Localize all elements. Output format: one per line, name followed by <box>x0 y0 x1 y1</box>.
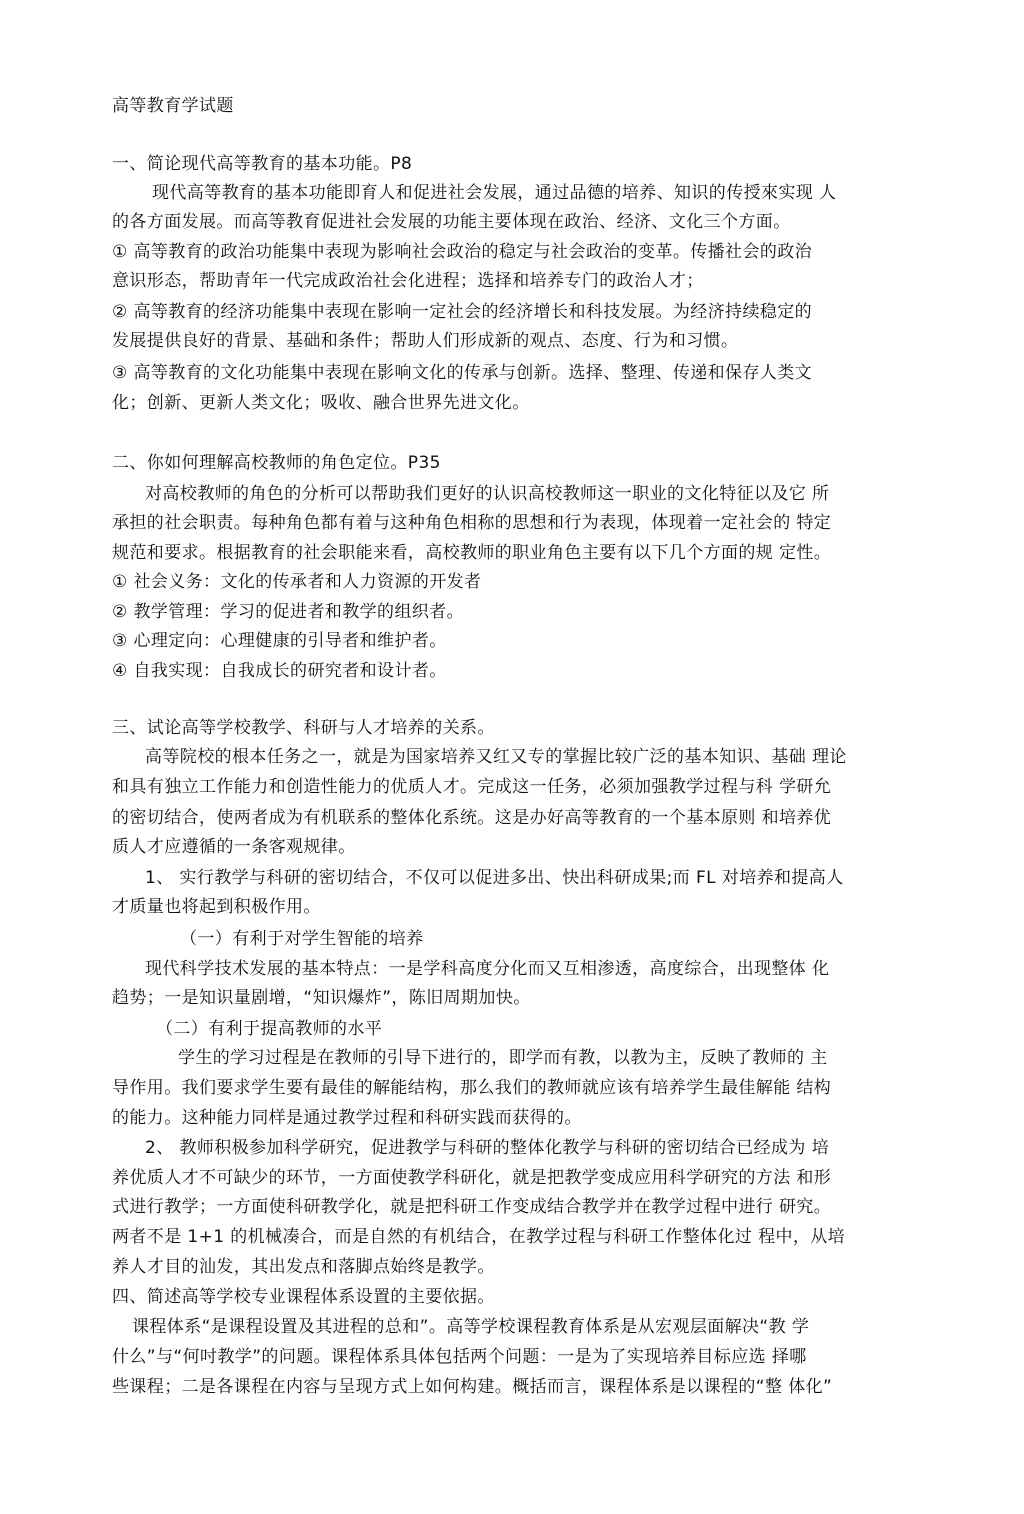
paragraph-line: 和具有独立工作能力和创造性能力的优质人才。完成这一任务，必须加强教学过程与科 学研允 <box>112 777 832 797</box>
section-3-heading: 三、试论高等学校教学、科研与人才培养的关系。 <box>112 718 495 738</box>
paragraph-line: 对高校教师的角色的分析可以帮助我们更好的认识高校教师这一职业的文化特征以及它 所 <box>145 484 830 504</box>
paragraph-line: 学生的学习过程是在教师的引导下进行的，即学而有教，以教为主，反映了教师的 主 <box>178 1048 828 1068</box>
paragraph-line: 两者不是 1+1 的机械凑合，而是自然的有机结合，在教学过程与科研工作整体化过 程中，从培 <box>112 1227 846 1247</box>
paragraph-line: 质人才应遵循的一条客观规律。 <box>112 837 356 857</box>
paragraph-line: 化；创新、更新人类文化；吸收、融合世界先进文化。 <box>112 393 530 413</box>
paragraph-line: 式进行教学；一方面使科研教学化，就是把科研工作变成结合教学并在教学过程中进行 研究。 <box>112 1197 832 1217</box>
subheading: （二）有利于提高教师的水平 <box>156 1019 383 1039</box>
list-item: ② 教学管理：学习的促进者和教学的组织者。 <box>112 602 465 622</box>
paragraph-line: 意识形态，帮助青年一代完成政治社会化进程；选择和培养专门的政治人才； <box>112 271 704 291</box>
paragraph-line: 课程体系“是课程设置及其进程的总和”。高等学校课程教育体系是从宏观层面解决“教 学 <box>132 1317 810 1337</box>
numbered-point: 1、 实行教学与科研的密切结合，不仅可以促进多出、快出科研成果;而 FL 对培养和提高人 <box>145 868 844 888</box>
paragraph-line: 的能力。这种能力同样是通过教学过程和科研实践而获得的。 <box>112 1108 582 1128</box>
paragraph-line: 高等院校的根本任务之一，就是为国家培养又红又专的掌握比较广泛的基本知识、基础 理论 <box>145 747 847 767</box>
list-item: ④ 自我实现：自我成长的研究者和设计者。 <box>112 661 447 681</box>
list-item: ③ 心理定向：心理健康的引导者和维护者。 <box>112 631 447 651</box>
paragraph-line: 的各方面发展。而高等教育促进社会发展的功能主要体现在政治、经济、文化三个方面。 <box>112 212 791 232</box>
section-2-heading: 二、你如何理解高校教师的角色定位。P35 <box>112 453 441 473</box>
paragraph-line: 现代高等教育的基本功能即育人和促进社会发展，通过品德的培养、知识的传授來实现 人 <box>152 183 837 203</box>
paragraph-line: 些课程；二是各课程在内容与呈现方式上如何构建。概括而言，课程体系是以课程的“整 体化” <box>112 1377 833 1397</box>
document-title: 高等教育学试题 <box>112 96 234 116</box>
paragraph-line: 才质量也将起到积极作用。 <box>112 897 321 917</box>
section-4-heading: 四、简述高等学校专业课程体系设置的主要依据。 <box>112 1287 495 1307</box>
section-1-heading: 一、简论现代高等教育的基本功能。P8 <box>112 154 413 174</box>
paragraph-line: 什么”与“何吋教学”的问题。课程体系具体包括两个问题：一是为了实现培养目标应选 择哪 <box>112 1347 807 1367</box>
paragraph-line: 规范和要求。根据教育的社会职能来看，高校教师的职业角色主要有以下几个方面的规 定性。 <box>112 543 832 563</box>
list-item: ① 社会义务：文化的传承者和人力资源的开发者 <box>112 572 482 592</box>
paragraph-line: 养人才目的汕发，其出发点和落脚点始终是教学。 <box>112 1257 495 1277</box>
paragraph-line: 的密切结合，使两者成为有机联系的整体化系统。这是办好高等教育的一个基本原则 和培养优 <box>112 808 832 828</box>
paragraph-line: 承担的社会职责。每种角色都有着与这种角色相称的思想和行为表现，体现着一定社会的 特定 <box>112 513 832 533</box>
subheading: （一）有利于对学生智能的培养 <box>180 929 424 949</box>
list-item: ② 高等教育的经济功能集中表现在影响一定社会的经济增长和科技发展。为经济持续稳定的 <box>112 302 813 322</box>
paragraph-line: 现代科学技术发展的基本特点：一是学科高度分化而又互相渗透，高度综合，出现整体 化 <box>145 959 830 979</box>
paragraph-line: 趋势；一是知识量剧增，“知识爆炸”，陈旧周期加快。 <box>112 988 531 1008</box>
paragraph-line: 发展提供良好的背景、基础和条件；帮助人们形成新的观点、态度、行为和习惯。 <box>112 331 739 351</box>
list-item: ① 高等教育的政治功能集中表现为影响社会政治的稳定与社会政治的变革。传播社会的政治 <box>112 242 813 262</box>
paragraph-line: 导作用。我们要求学生要有最佳的解能结构，那么我们的教师就应该有培养学生最佳解能 结构 <box>112 1078 832 1098</box>
paragraph-line: 养优质人才不可缺少的环节，一方面使教学科研化，就是把教学变成应用科学研究的方法 和形 <box>112 1168 832 1188</box>
list-item: ③ 高等教育的文化功能集中表现在影响文化的传承与创新。选择、整理、传递和保存人类文 <box>112 363 813 383</box>
numbered-point: 2、 教师积极参加科学研究，促进教学与科研的整体化教学与科研的密切结合已经成为 培 <box>145 1138 830 1158</box>
